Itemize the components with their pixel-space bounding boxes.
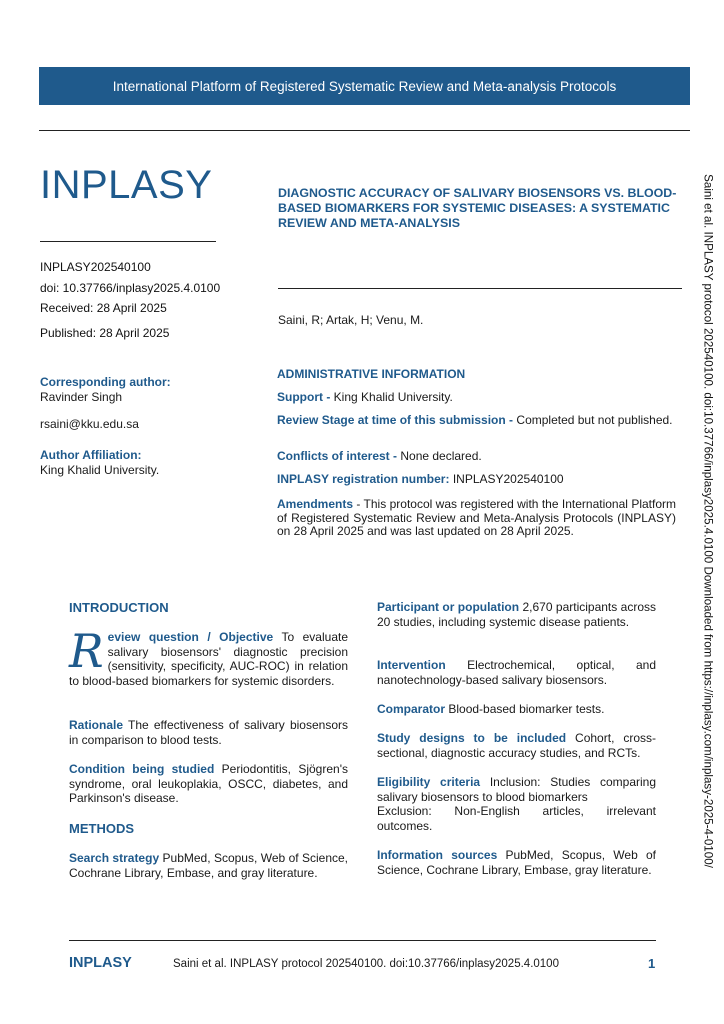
dropcap: R	[69, 624, 104, 678]
participants: Participant or population 2,670 participants across 20 studies, including systemic disease patients.	[377, 600, 656, 629]
review-question: Review question / Objective To evaluate salivary biosensors' diagnostic precision (sensitivity, specificity, AUC-ROC) in relation to blood-based biomarkers for systemic disorders.	[69, 624, 349, 688]
brand-logo: INPLASY	[40, 163, 213, 207]
page-number: 1	[648, 956, 656, 971]
footer-brand: INPLASY	[69, 955, 132, 971]
authors: Saini, R; Artak, H; Venu, M.	[278, 313, 424, 327]
paper-title: DIAGNOSTIC ACCURACY OF SALIVARY BIOSENSORS VS. BLOOD-BASED BIOMARKERS FOR SYSTEMIC DISEASES: A SYSTEMATIC REVIEW AND META-ANALYSIS	[278, 186, 677, 230]
corresponding-label: Corresponding author:	[40, 375, 171, 389]
author-affiliation	[40, 448, 159, 478]
study-designs: Study designs to be included Cohort, cross-sectional, diagnostic accuracy studies, and RCTs.	[377, 731, 657, 760]
admin-review-stage: Review Stage at time of this submission - Completed but not published.	[277, 413, 673, 427]
affiliation-value: King Khalid University.	[40, 463, 160, 477]
introduction-heading: INTRODUCTION	[69, 600, 169, 615]
title-rule	[278, 288, 682, 289]
intervention: Intervention Electrochemical, optical, and nanotechnology-based salivary biosensors.	[377, 658, 656, 687]
admin-amendments: Amendments - This protocol was registered with the International Platform of Registered Systematic Review and Meta-Analysis Protocols (INPLASY) on 28 April 2025 and was last updated on 28 April 2025.	[277, 497, 676, 538]
affiliation-label: Author Affiliation:	[40, 448, 142, 462]
corresponding-author	[40, 375, 171, 432]
banner-text: International Platform of Registered Systematic Review and Meta-analysis Protocols	[112, 78, 617, 94]
comparator: Comparator Blood-based biomarker tests.	[377, 702, 605, 716]
footer-rule	[69, 940, 656, 941]
rationale: Rationale The effectiveness of salivary biosensors in comparison to blood tests.	[69, 718, 348, 747]
vertical-download-note: Saini et al. INPLASY protocol 202540100. doi:10.37766/inplasy2025.4.0100 Downloaded from https://inplasy.com/inplasy-2025-4-0100/	[701, 174, 715, 868]
footer-citation: Saini et al. INPLASY protocol 202540100. doi:10.37766/inplasy2025.4.0100	[173, 958, 559, 970]
published-date: Published: 28 April 2025	[40, 326, 170, 340]
methods-heading: METHODS	[69, 821, 134, 836]
information-sources: Information sources PubMed, Scopus, Web of Science, Cochrane Library, Embase, gray literature.	[377, 848, 656, 877]
condition-studied: Condition being studied Periodontitis, Sjögren's syndrome, oral leukoplakia, OSCC, diabetes, and Parkinson's disease.	[69, 762, 348, 805]
protocol-id: INPLASY202540100	[40, 260, 151, 274]
top-rule	[39, 130, 690, 131]
corresponding-email[interactable]: rsaini@kku.edu.sa	[40, 417, 139, 431]
admin-conflicts: Conflicts of interest - None declared.	[277, 449, 482, 463]
admin-heading: ADMINISTRATIVE INFORMATION	[277, 367, 466, 381]
header-banner	[39, 67, 690, 105]
search-strategy: Search strategy PubMed, Scopus, Web of Science, Cochrane Library, Embase, and gray literature.	[69, 851, 348, 880]
brand-rule	[40, 241, 216, 242]
admin-registration: INPLASY registration number: INPLASY202540100	[277, 472, 564, 486]
admin-support: Support - King Khalid University.	[277, 390, 453, 404]
doi: doi: 10.37766/inplasy2025.4.0100	[40, 281, 221, 295]
corresponding-name: Ravinder Singh	[40, 390, 123, 404]
received-date: Received: 28 April 2025	[40, 301, 167, 315]
eligibility-criteria: Eligibility criteria Inclusion: Studies comparing salivary biosensors to blood biomarkers Exclusion: Non-English articles, irrelevant outcomes.	[377, 775, 657, 833]
